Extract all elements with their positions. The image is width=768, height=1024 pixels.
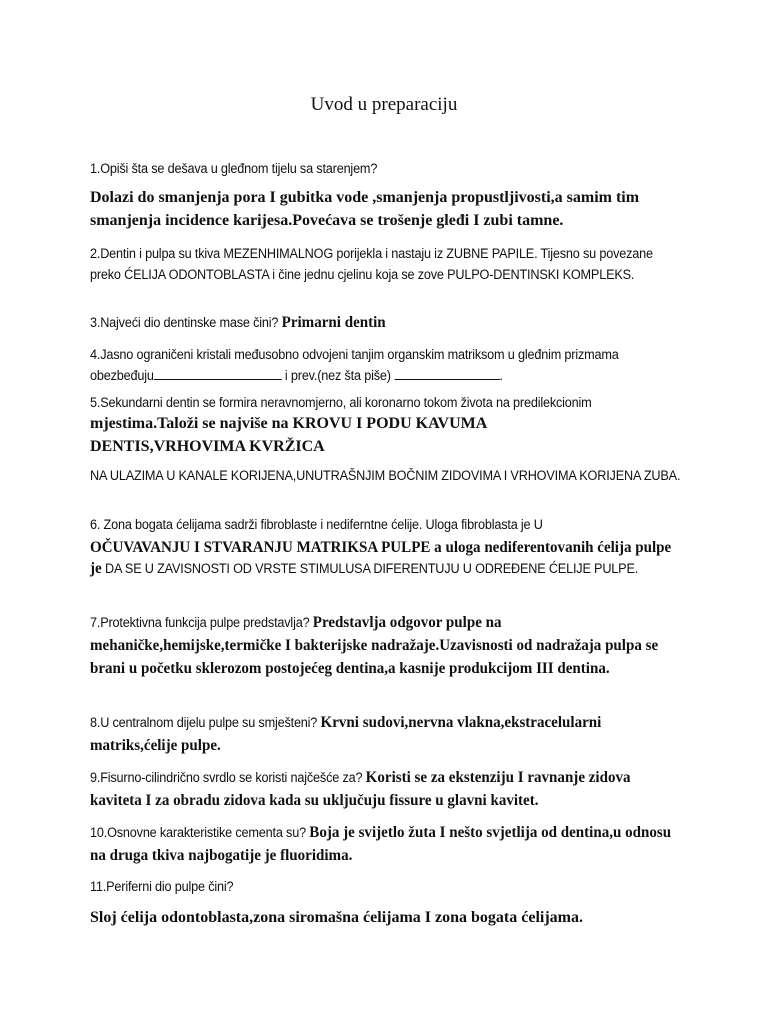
answer-6: OČUVAVANJU I STVARANJU MATRIKSA PULPE a uloga nediferentovanih ćelija pulpe je [90,539,672,577]
question-4-end: . [499,368,503,383]
question-10 [90,821,680,867]
question-1 [90,158,680,179]
answer-6-block [90,537,680,579]
question-6: 6. Zona bogata ćelijama sadrži fibroblaste i nediferntne ćelije. Uloga fibroblasta je U [90,517,543,532]
answer-11: Sloj ćelija odontoblasta,zona siromašna ćelijama I zona bogata ćelijama. [90,909,584,926]
question-8-text: 8.U centralnom dijelu pulpe su smješteni? [90,715,318,730]
question-7 [90,611,680,680]
answer-3: Primarni dentin [281,314,386,331]
question-10-text: 10.Osnovne karakteristike cementa su? [90,825,306,840]
answer-5-continuation: NA ULAZIMA U KANALE KORIJENA,UNUTRAŠNJIM BOČNIM ZIDOVIMA I VRHOVIMA KORIJENA ZUBA. [90,468,681,483]
answer-1: Dolazi do smanjenja pora I gubitka vode ,smanjenja propustljivosti,a samim tim smanjenja incidence karijesa.Povećava se trošenje gleđi I zubi tamne. [90,189,640,229]
blank-line-1 [154,366,282,380]
question-4-text: 4.Jasno ograničeni kristali međusobno odvojeni tanjim organskim matriksom u gleđnim prizmama obezbeđuju [90,347,619,383]
question-7-text: 7.Protektivna funkcija pulpe predstavlja? [90,615,310,630]
question-4 [90,344,680,386]
answer-5: mjestima.Taloži se najviše na KROVU I PODU KAVUMA DENTIS,VRHOVIMA KVRŽICA [90,415,487,455]
document-title: Uvod u preparaciju [310,94,458,115]
question-1-text: 1.Opiši šta se dešava u gleđnom tijelu sa starenjem? [90,161,378,176]
question-2: 2.Dentin i pulpa su tkiva MEZENHIMALNOG porijekla i nastaju iz ZUBNE PAPILE. Tijesno su povezane preko ĆELIJA ODONTOBLASTA i čine jednu cjelinu koja se zove PULPO-DENTINSKI KOMPLEKS. [90,246,653,282]
answer-9: Koristi se za ekstenziju I ravnanje zidova kaviteta I za obradu zidova kada su uključuju fissure u glavni kavitet. [90,769,631,809]
question-5: 5.Sekundarni dentin se formira neravnomjerno, ali koronarno tokom života na predilekcionim [90,395,592,410]
question-11: 11.Periferni dio pulpe čini? [90,879,234,894]
question-4-mid: i prev.(nez šta piše) [281,368,395,383]
answer-10: Boja je svijetlo žuta I nešto svjetlija od dentina,u odnosu na druga tkiva najbogatije je fluoridima. [90,824,672,864]
question-3 [90,312,680,333]
answer-7: Predstavlja odgovor pulpe na mehaničke,hemijske,termičke I bakterijske nadražaje.Uzavisnosti od nadražaja pulpa se brani u početku sklerozom postojećeg dentina,a kasnije produkcijom III dentina. [90,614,659,677]
answer-8: Krvni sudovi,nervna vlakna,ekstracelularni matriks,ćelije pulpe. [90,714,602,754]
blank-line-2 [394,366,499,380]
question-9-text: 9.Fisurno-cilindrično svrdlo se koristi najčešće za? [90,770,363,785]
answer-6-continuation: DA SE U ZAVISNOSTI OD VRSTE STIMULUSA DIFERENTUJU U ODREĐENE ĆELIJE PULPE. [101,561,639,576]
question-3-text: 3.Najveći dio dentinske mase čini? [90,315,279,330]
question-8 [90,711,680,757]
question-9 [90,766,680,812]
